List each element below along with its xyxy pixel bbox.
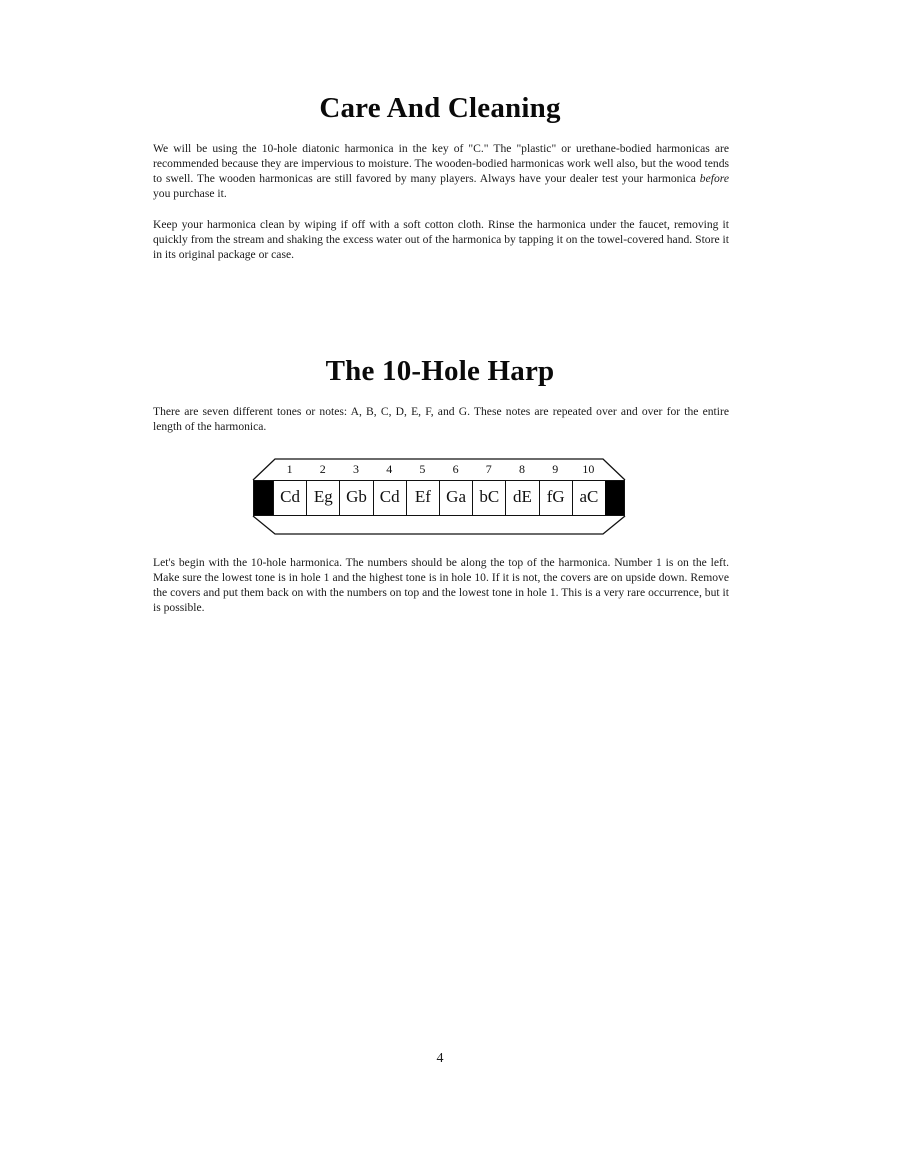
ten-hole-harp-heading: The 10-Hole Harp: [325, 355, 555, 387]
hole-number: 7: [485, 462, 492, 476]
hole-number: 2: [319, 462, 326, 476]
hole-number-row: [245, 456, 633, 480]
hole-number: 1: [286, 462, 293, 476]
harp-paragraph-1: There are seven different tones or notes: A, B, C, D, E, F, and G. These notes are repeated over and over for the entire length of the harmonica.: [153, 405, 729, 433]
hole-note: dE: [505, 480, 538, 516]
hole-note: Ga: [439, 480, 472, 516]
hole-note: fG: [539, 480, 572, 516]
hole-note: Eg: [306, 480, 339, 516]
hole-note: Cd: [273, 480, 306, 516]
hole-note: aC: [572, 480, 605, 516]
harmonica-diagram: [245, 456, 633, 538]
hole-number: 5: [419, 462, 426, 476]
hole-note: Gb: [339, 480, 372, 516]
hole-number: 10: [582, 462, 595, 476]
care-paragraph-1-emphasis: before: [699, 172, 729, 185]
hole-number: 6: [452, 462, 459, 476]
hole-row: [253, 480, 625, 516]
hole-note: Cd: [373, 480, 406, 516]
hole-number: 4: [386, 462, 393, 476]
hole-number: 9: [552, 462, 559, 476]
care-paragraph-1-text-b: you purchase it.: [153, 187, 227, 200]
page-number: 4: [436, 1051, 444, 1066]
hole-number: 8: [519, 462, 525, 476]
care-paragraph-1-text-a: We will be using the 10-hole diatonic harmonica in the key of "C." The "plastic" or urethane-bodied harmonicas are recommended because they are impervious to moisture. The wooden-bodied harmonicas work well also, but the wood tends to swell. The wooden harmonicas are still favored by many players. Always have your dealer test your harmonica: [153, 142, 729, 185]
hole-number: 3: [353, 462, 359, 476]
care-paragraph-1: [153, 141, 729, 201]
care-paragraph-2: Keep your harmonica clean by wiping if off with a soft cotton cloth. Rinse the harmonica under the faucet, removing it quickly from the stream and shaking the excess water out of the harmonica by tapping it on the towel-covered hand. Store it in its original package or case.: [153, 218, 729, 261]
hole-note: bC: [472, 480, 505, 516]
care-and-cleaning-heading: Care And Cleaning: [319, 92, 561, 124]
hole-note: Ef: [406, 480, 439, 516]
harp-paragraph-2: Let's begin with the 10-hole harmonica. The numbers should be along the top of the harmonica. Number 1 is on the left. Make sure the lowest tone is in hole 1 and the highest tone is in hole 10. If it is not, the covers are on upside down. Remove the covers and put them back on with the numbers on top and the lowest tone in hole 1. This is a very rare occurrence, but it is possible.: [153, 556, 729, 614]
